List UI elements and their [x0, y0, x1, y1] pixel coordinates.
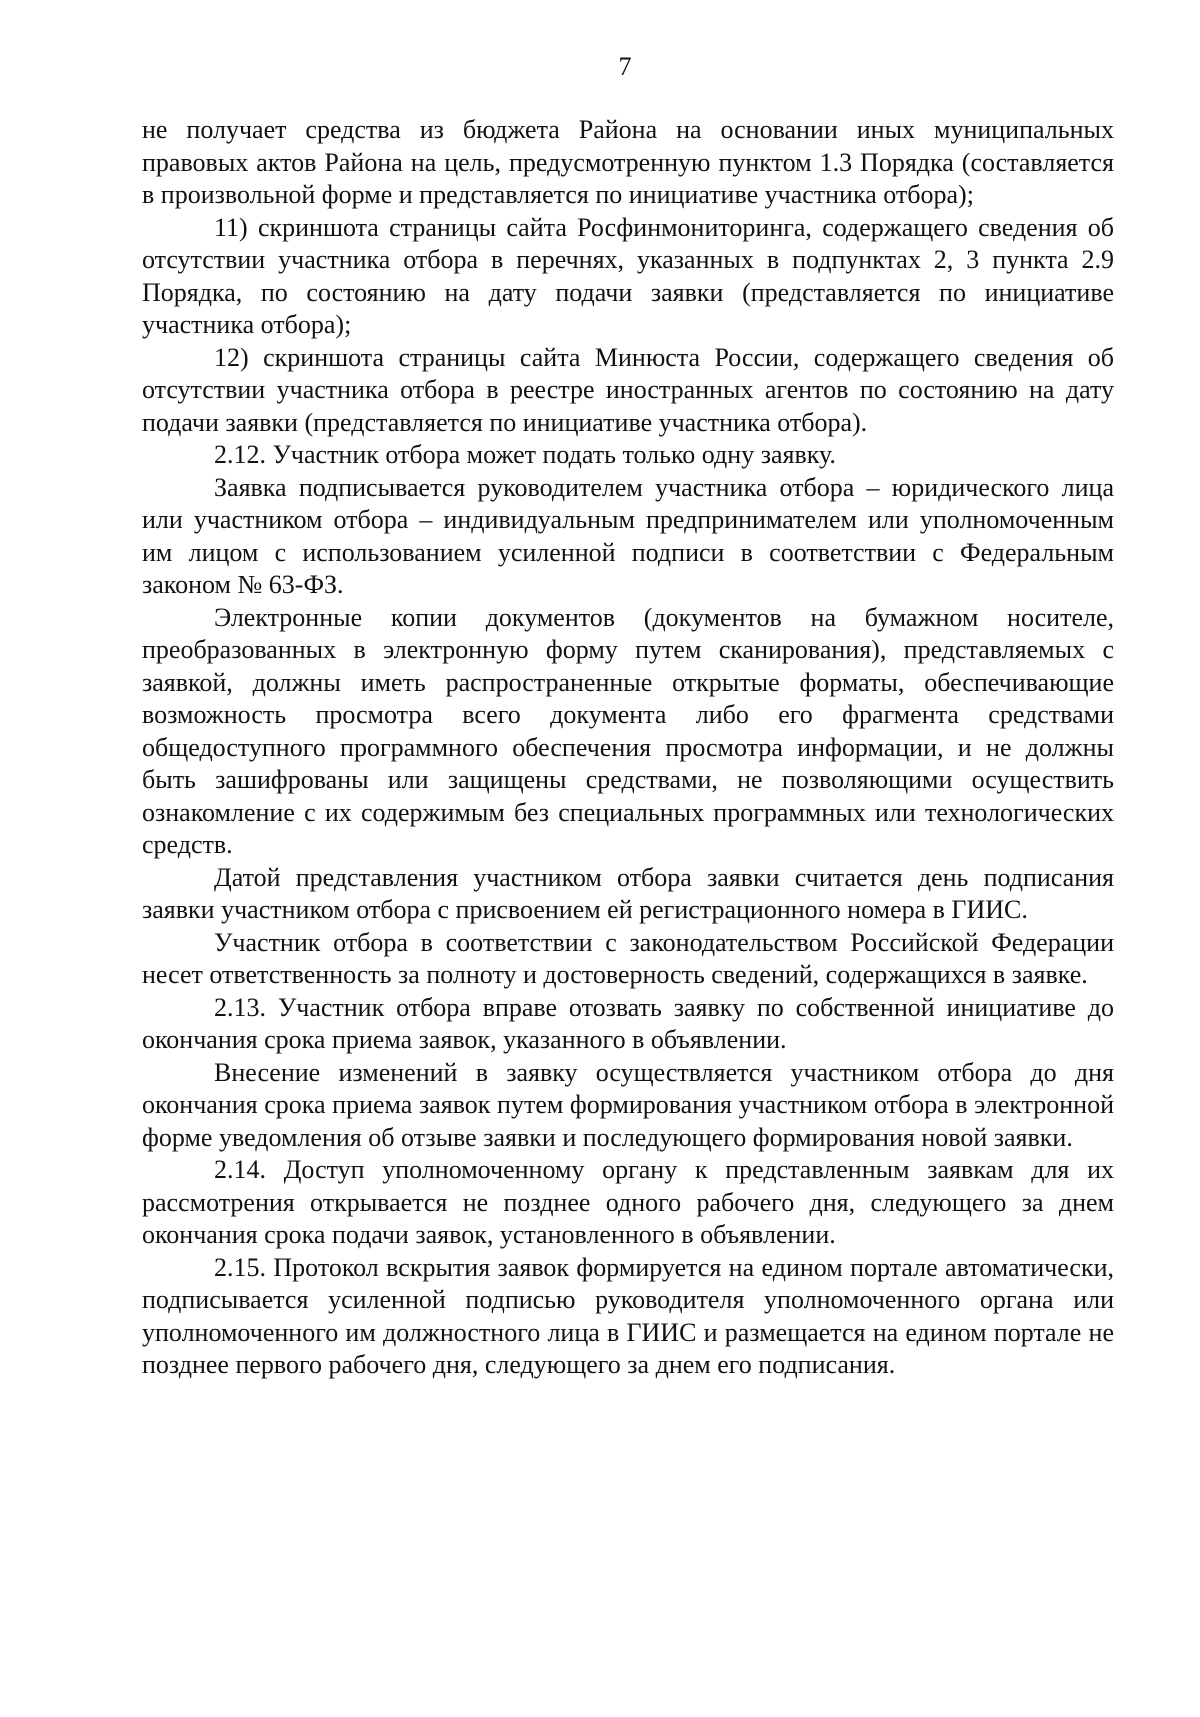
- paragraph-2-13: 2.13. Участник отбора вправе отозвать заявку по собственной инициативе до окончания срока приема заявок, указанного в объявлении.: [142, 992, 1114, 1054]
- paragraph-electronic-copies: Электронные копии документов (документов на бумажном носителе, преобразованных в электронную форму путем сканирования), представляемых с заявкой, должны иметь распространенные открытые форматы, обеспечивающие возможность просмотра всего документа либо его фрагмента средствами общедоступного программного обеспечения просмотра информации, и не должны быть зашифрованы или защищены средствами, не позволяющими осуществить ознакомление с их содержимым без специальных программных или технологических средств.: [142, 602, 1114, 859]
- paragraph-2-12: 2.12. Участник отбора может подать только одну заявку.: [214, 440, 836, 469]
- paragraph-continuation: не получает средства из бюджета Района на основании иных муниципальных правовых актов Района на цель, предусмотренную пунктом 1.3 Порядка (составляется в произвольной форме и представляется по инициативе участника отбора);: [142, 115, 1114, 209]
- paragraph-2-15: 2.15. Протокол вскрытия заявок формируется на едином портале автоматически, подписывается усиленной подписью руководителя уполномоченного органа или уполномоченного им должностного лица в ГИИС и размещается на едином портале не позднее первого рабочего дня, следующего за днем его подписания.: [142, 1252, 1114, 1379]
- paragraph-item-11: 11) скриншота страницы сайта Росфинмониторинга, содержащего сведения об отсутствии участника отбора в перечнях, указанных в подпунктах 2, 3 пункта 2.9 Порядка, по состоянию на дату подачи заявки (представляется по инициативе участника отбора);: [142, 212, 1114, 339]
- paragraph-2-14: 2.14. Доступ уполномоченному органу к представленным заявкам для их рассмотрения открывается не позднее одного рабочего дня, следующего за днем окончания срока подачи заявок, установленного в объявлении.: [142, 1155, 1114, 1249]
- paragraph-item-12: 12) скриншота страницы сайта Минюста России, содержащего сведения об отсутствии участника отбора в реестре иностранных агентов по состоянию на дату подачи заявки (представляется по инициативе участника отбора).: [142, 342, 1114, 437]
- page-number: 7: [618, 52, 632, 81]
- paragraph-responsibility: Участник отбора в соответствии с законодательством Российской Федерации несет ответственность за полноту и достоверность сведений, содержащихся в заявке.: [142, 927, 1114, 989]
- paragraph-signing: Заявка подписывается руководителем участника отбора – юридического лица или участником отбора – индивидуальным предпринимателем или уполномоченным им лицом с использованием усиленной подписи в соответствии с Федеральным законом № 63-ФЗ.: [142, 472, 1114, 599]
- paragraph-changes: Внесение изменений в заявку осуществляется участником отбора до дня окончания срока приема заявок путем формирования участником отбора в электронной форме уведомления об отзыве заявки и последующего формирования новой заявки.: [142, 1057, 1114, 1152]
- paragraph-submission-date: Датой представления участником отбора заявки считается день подписания заявки участником отбора с присвоением ей регистрационного номера в ГИИС.: [142, 862, 1114, 924]
- document-body: [142, 114, 1114, 1382]
